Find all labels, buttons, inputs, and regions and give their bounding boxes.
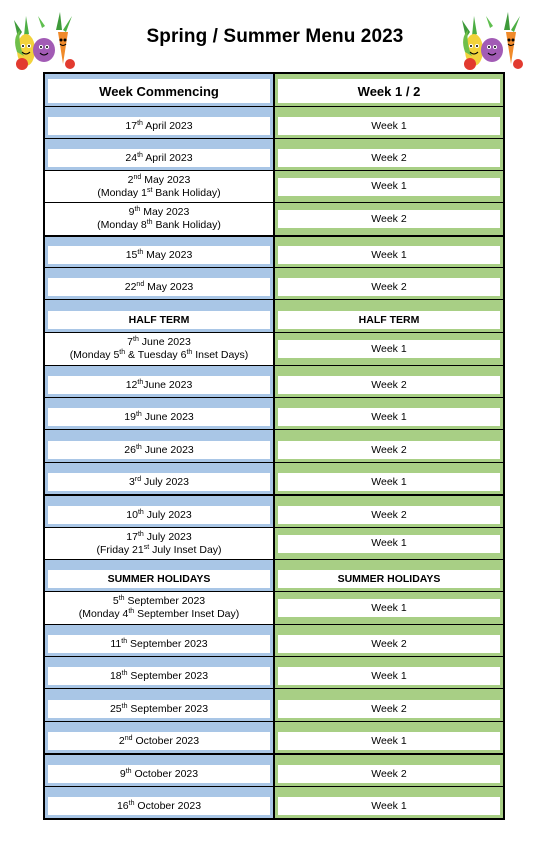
header-week-number: Week 1 / 2 <box>278 79 500 103</box>
week-commencing-cell <box>45 755 275 786</box>
week-commencing-value <box>48 149 270 167</box>
week-commencing-value <box>48 667 270 685</box>
ordinal-suffix: th <box>135 410 142 418</box>
date-day: 12 <box>125 378 138 391</box>
table-row <box>45 299 503 332</box>
week-commencing-cell <box>45 689 275 721</box>
week-number-value <box>278 700 500 718</box>
note-text: (Monday 5 <box>69 349 120 361</box>
ordinal-suffix: th <box>137 530 144 538</box>
date-line <box>124 411 194 424</box>
week-commencing-cell <box>45 300 275 332</box>
note-text: Inset Days) <box>192 349 249 361</box>
date-line <box>125 281 194 294</box>
date-day: 17 <box>126 530 138 543</box>
date-month-year: April 2023 <box>142 119 193 132</box>
ordinal-suffix: th <box>134 206 141 213</box>
ordinal-suffix: th <box>128 799 135 807</box>
date-day: 18 <box>109 669 122 682</box>
week-number-value <box>278 376 500 394</box>
week-number-cell <box>275 430 503 462</box>
week-number-cell <box>275 171 503 202</box>
ordinal-suffix: th <box>135 443 142 451</box>
week-number-cell <box>275 657 503 688</box>
week-number-value <box>278 117 500 135</box>
week-commencing-cell <box>45 333 275 365</box>
week-number-value <box>278 246 500 264</box>
week-number-value <box>278 311 500 329</box>
ordinal-suffix: st <box>146 186 153 194</box>
table-row <box>45 559 503 591</box>
date-month-year: May 2023 <box>141 173 191 186</box>
week-label: Week 1 <box>371 410 407 423</box>
week-commencing-cell <box>45 430 275 462</box>
date-day: 17 <box>125 119 138 132</box>
table-row <box>45 202 503 235</box>
date-day: 9 <box>128 206 135 218</box>
week-label: Week 2 <box>371 212 407 225</box>
table-row <box>45 267 503 299</box>
special-period-label: SUMMER HOLIDAYS <box>107 572 211 585</box>
ordinal-suffix: th <box>119 349 126 356</box>
table-row <box>45 527 503 559</box>
ordinal-suffix: nd <box>133 173 142 181</box>
table-row <box>45 332 503 365</box>
week-number-value <box>278 278 500 296</box>
date-month-year: September 2023 <box>127 669 209 682</box>
note-text: September Inset Day) <box>134 608 240 620</box>
week-label: Week 1 <box>371 734 407 747</box>
header-cell-week-number <box>275 74 503 106</box>
date-line <box>113 595 205 608</box>
date-month-year: July 2023 <box>143 530 192 543</box>
week-commencing-value <box>48 635 270 653</box>
week-number-value <box>278 732 500 750</box>
week-number-cell <box>275 722 503 753</box>
date-day: 11 <box>110 637 122 650</box>
holiday-note <box>70 349 249 362</box>
date-day: 9 <box>119 767 126 780</box>
week-label: Week 1 <box>371 342 407 355</box>
table-row <box>45 429 503 462</box>
week-commencing-value <box>48 529 270 558</box>
week-commencing-value <box>48 172 270 201</box>
week-commencing-value <box>48 246 270 264</box>
ordinal-suffix: th <box>137 151 143 159</box>
week-commencing-cell <box>45 528 275 559</box>
week-number-cell <box>275 463 503 494</box>
week-number-value <box>278 506 500 524</box>
week-commencing-value <box>48 570 270 588</box>
date-line <box>126 531 191 544</box>
ordinal-suffix: th <box>146 219 153 226</box>
date-day: 16 <box>116 799 129 812</box>
week-number-cell <box>275 268 503 299</box>
date-month-year: May 2023 <box>144 280 194 293</box>
date-line <box>117 800 201 813</box>
ordinal-suffix: th <box>121 669 128 677</box>
week-commencing-cell <box>45 496 275 527</box>
week-commencing-cell <box>45 463 275 494</box>
date-month-year: September 2023 <box>127 637 208 650</box>
week-commencing-value <box>48 278 270 296</box>
header-week-commencing: Week Commencing <box>48 79 270 103</box>
ordinal-suffix: rd <box>134 475 142 483</box>
date-day: 5 <box>112 595 119 607</box>
date-line <box>129 206 190 219</box>
date-line <box>126 379 193 392</box>
week-number-cell <box>275 625 503 656</box>
ordinal-suffix: th <box>137 248 144 256</box>
date-day: 2 <box>127 173 134 186</box>
note-text: Bank Holiday) <box>152 186 221 199</box>
ordinal-suffix: th <box>125 767 132 775</box>
week-number-cell <box>275 237 503 267</box>
vegetable-characters-right-icon <box>456 8 526 72</box>
week-number-cell <box>275 107 503 138</box>
week-label: Week 2 <box>371 378 407 391</box>
ordinal-suffix: th <box>137 378 144 386</box>
table-row <box>45 656 503 688</box>
table-row <box>45 753 503 786</box>
week-commencing-cell <box>45 560 275 591</box>
note-text: (Monday 1 <box>97 186 147 199</box>
week-commencing-cell <box>45 592 275 624</box>
week-commencing-value <box>48 311 270 329</box>
table-row <box>45 786 503 818</box>
week-label: Week 1 <box>371 248 407 261</box>
date-month-year: July 2023 <box>141 475 189 488</box>
week-label: Week 2 <box>371 637 407 650</box>
holiday-note <box>79 608 240 621</box>
date-line <box>126 509 191 522</box>
ordinal-suffix: th <box>137 119 143 127</box>
table-row <box>45 170 503 202</box>
holiday-note <box>97 187 220 200</box>
menu-schedule-table <box>43 72 505 820</box>
table-row <box>45 106 503 138</box>
holiday-note <box>97 219 221 232</box>
date-day: 3 <box>129 475 135 488</box>
week-commencing-cell <box>45 366 275 397</box>
week-commencing-value <box>48 441 270 459</box>
date-month-year: October 2023 <box>134 799 202 812</box>
date-line <box>119 735 199 748</box>
week-number-cell <box>275 366 503 397</box>
week-number-value <box>278 667 500 685</box>
date-line <box>124 444 194 457</box>
note-text: July Inset Day) <box>149 543 222 556</box>
table-row <box>45 138 503 170</box>
date-day: 19 <box>124 410 136 423</box>
ordinal-suffix: th <box>121 702 128 710</box>
week-commencing-value <box>48 117 270 135</box>
date-month-year: June 2023 <box>138 336 191 348</box>
note-text: Bank Holiday) <box>152 219 221 231</box>
date-day: 7 <box>127 336 134 348</box>
date-month-year: July 2023 <box>143 508 192 521</box>
week-commencing-cell <box>45 139 275 170</box>
note-text: (Friday 21 <box>96 543 144 556</box>
week-label: Week 1 <box>371 799 407 812</box>
week-commencing-value <box>48 593 270 623</box>
table-row <box>45 688 503 721</box>
date-day: 2 <box>118 734 125 747</box>
date-day: 22 <box>124 280 137 293</box>
week-commencing-cell <box>45 398 275 429</box>
week-number-cell <box>275 203 503 235</box>
week-number-value <box>278 210 500 228</box>
ordinal-suffix: th <box>186 349 193 356</box>
week-label: Week 2 <box>371 280 407 293</box>
date-month-year: May 2023 <box>143 248 193 261</box>
note-text: (Monday 8 <box>97 219 147 231</box>
week-commencing-value <box>48 506 270 524</box>
table-header-row <box>45 74 503 106</box>
date-month-year: September 2023 <box>127 702 209 715</box>
week-number-cell <box>275 787 503 818</box>
week-commencing-cell <box>45 237 275 267</box>
week-number-value <box>278 340 500 358</box>
date-day: 26 <box>124 443 136 456</box>
date-line <box>128 174 191 187</box>
date-line <box>129 476 189 489</box>
week-number-value <box>278 149 500 167</box>
table-row <box>45 624 503 656</box>
week-label: Week 2 <box>371 702 407 715</box>
date-line <box>127 336 191 349</box>
date-month-year: September 2023 <box>124 595 206 607</box>
week-label: Week 2 <box>371 443 407 456</box>
date-month-year: October 2023 <box>132 734 200 747</box>
table-row <box>45 591 503 624</box>
week-commencing-cell <box>45 268 275 299</box>
ordinal-suffix: nd <box>124 734 133 742</box>
date-line <box>125 152 192 165</box>
week-commencing-value <box>48 797 270 815</box>
week-label: Week 2 <box>371 151 407 164</box>
week-commencing-cell <box>45 787 275 818</box>
week-commencing-cell <box>45 107 275 138</box>
date-day: 10 <box>126 508 138 521</box>
week-commencing-cell <box>45 722 275 753</box>
week-number-cell <box>275 528 503 559</box>
note-text: (Monday 4 <box>78 608 129 620</box>
date-line <box>120 768 198 781</box>
ordinal-suffix: th <box>118 595 125 602</box>
date-day: 24 <box>125 151 138 164</box>
ordinal-suffix: th <box>137 508 144 516</box>
week-commencing-value <box>48 700 270 718</box>
week-number-value <box>278 635 500 653</box>
week-number-cell <box>275 496 503 527</box>
table-row <box>45 235 503 267</box>
date-month-year: June 2023 <box>141 443 194 456</box>
ordinal-suffix: th <box>133 336 139 343</box>
header-cell-week-commencing <box>45 74 275 106</box>
week-commencing-value <box>48 732 270 750</box>
week-commencing-cell <box>45 657 275 688</box>
week-number-cell <box>275 398 503 429</box>
note-text: & Tuesday 6 <box>125 349 187 361</box>
week-label: Week 1 <box>371 601 407 614</box>
date-day: 25 <box>109 702 122 715</box>
week-number-value <box>278 765 500 783</box>
week-commencing-value <box>48 408 270 426</box>
date-month-year: April 2023 <box>142 151 193 164</box>
week-number-cell <box>275 755 503 786</box>
week-label: HALF TERM <box>358 313 420 326</box>
week-number-value <box>278 570 500 588</box>
date-line <box>110 703 208 716</box>
date-line <box>110 638 207 651</box>
table-row <box>45 721 503 753</box>
ordinal-suffix: th <box>121 637 128 645</box>
week-commencing-value <box>48 473 270 491</box>
date-month-year: June 2023 <box>141 410 194 423</box>
week-label: SUMMER HOLIDAYS <box>337 572 441 585</box>
ordinal-suffix: nd <box>136 280 145 288</box>
week-label: Week 1 <box>371 180 407 192</box>
week-number-value <box>278 535 500 553</box>
week-number-value <box>278 797 500 815</box>
week-label: Week 1 <box>371 669 407 682</box>
week-number-value <box>278 408 500 426</box>
page-title: Spring / Summer Menu 2023 <box>146 26 404 47</box>
date-month-year: June 2023 <box>143 378 193 391</box>
table-row <box>45 494 503 527</box>
date-line <box>126 249 193 262</box>
date-line <box>110 670 208 683</box>
ordinal-suffix: th <box>128 608 135 615</box>
ordinal-suffix: st <box>143 543 150 551</box>
week-label: Week 1 <box>371 475 407 488</box>
table-row <box>45 397 503 429</box>
week-number-value <box>278 599 500 617</box>
week-number-value <box>278 441 500 459</box>
week-number-value <box>278 178 500 196</box>
week-number-value <box>278 473 500 491</box>
week-label: Week 1 <box>371 537 407 549</box>
week-number-cell <box>275 592 503 624</box>
table-row <box>45 462 503 494</box>
date-month-year: October 2023 <box>131 767 199 780</box>
week-label: Week 2 <box>371 508 407 521</box>
week-commencing-cell <box>45 203 275 235</box>
week-commencing-value <box>48 765 270 783</box>
week-label: Week 2 <box>371 767 407 780</box>
week-number-cell <box>275 689 503 721</box>
week-commencing-value <box>48 334 270 364</box>
week-number-cell <box>275 333 503 365</box>
week-label: Week 1 <box>371 119 407 132</box>
date-day: 15 <box>125 248 138 261</box>
week-commencing-value <box>48 376 270 394</box>
date-month-year: May 2023 <box>140 206 190 218</box>
table-row <box>45 365 503 397</box>
week-commencing-cell <box>45 625 275 656</box>
week-commencing-cell <box>45 171 275 202</box>
week-commencing-value <box>48 204 270 234</box>
page-header <box>0 0 550 72</box>
special-period-label: HALF TERM <box>128 313 190 326</box>
holiday-note <box>96 544 221 557</box>
week-number-cell <box>275 300 503 332</box>
week-number-cell <box>275 139 503 170</box>
week-number-cell <box>275 560 503 591</box>
date-line <box>125 120 192 133</box>
